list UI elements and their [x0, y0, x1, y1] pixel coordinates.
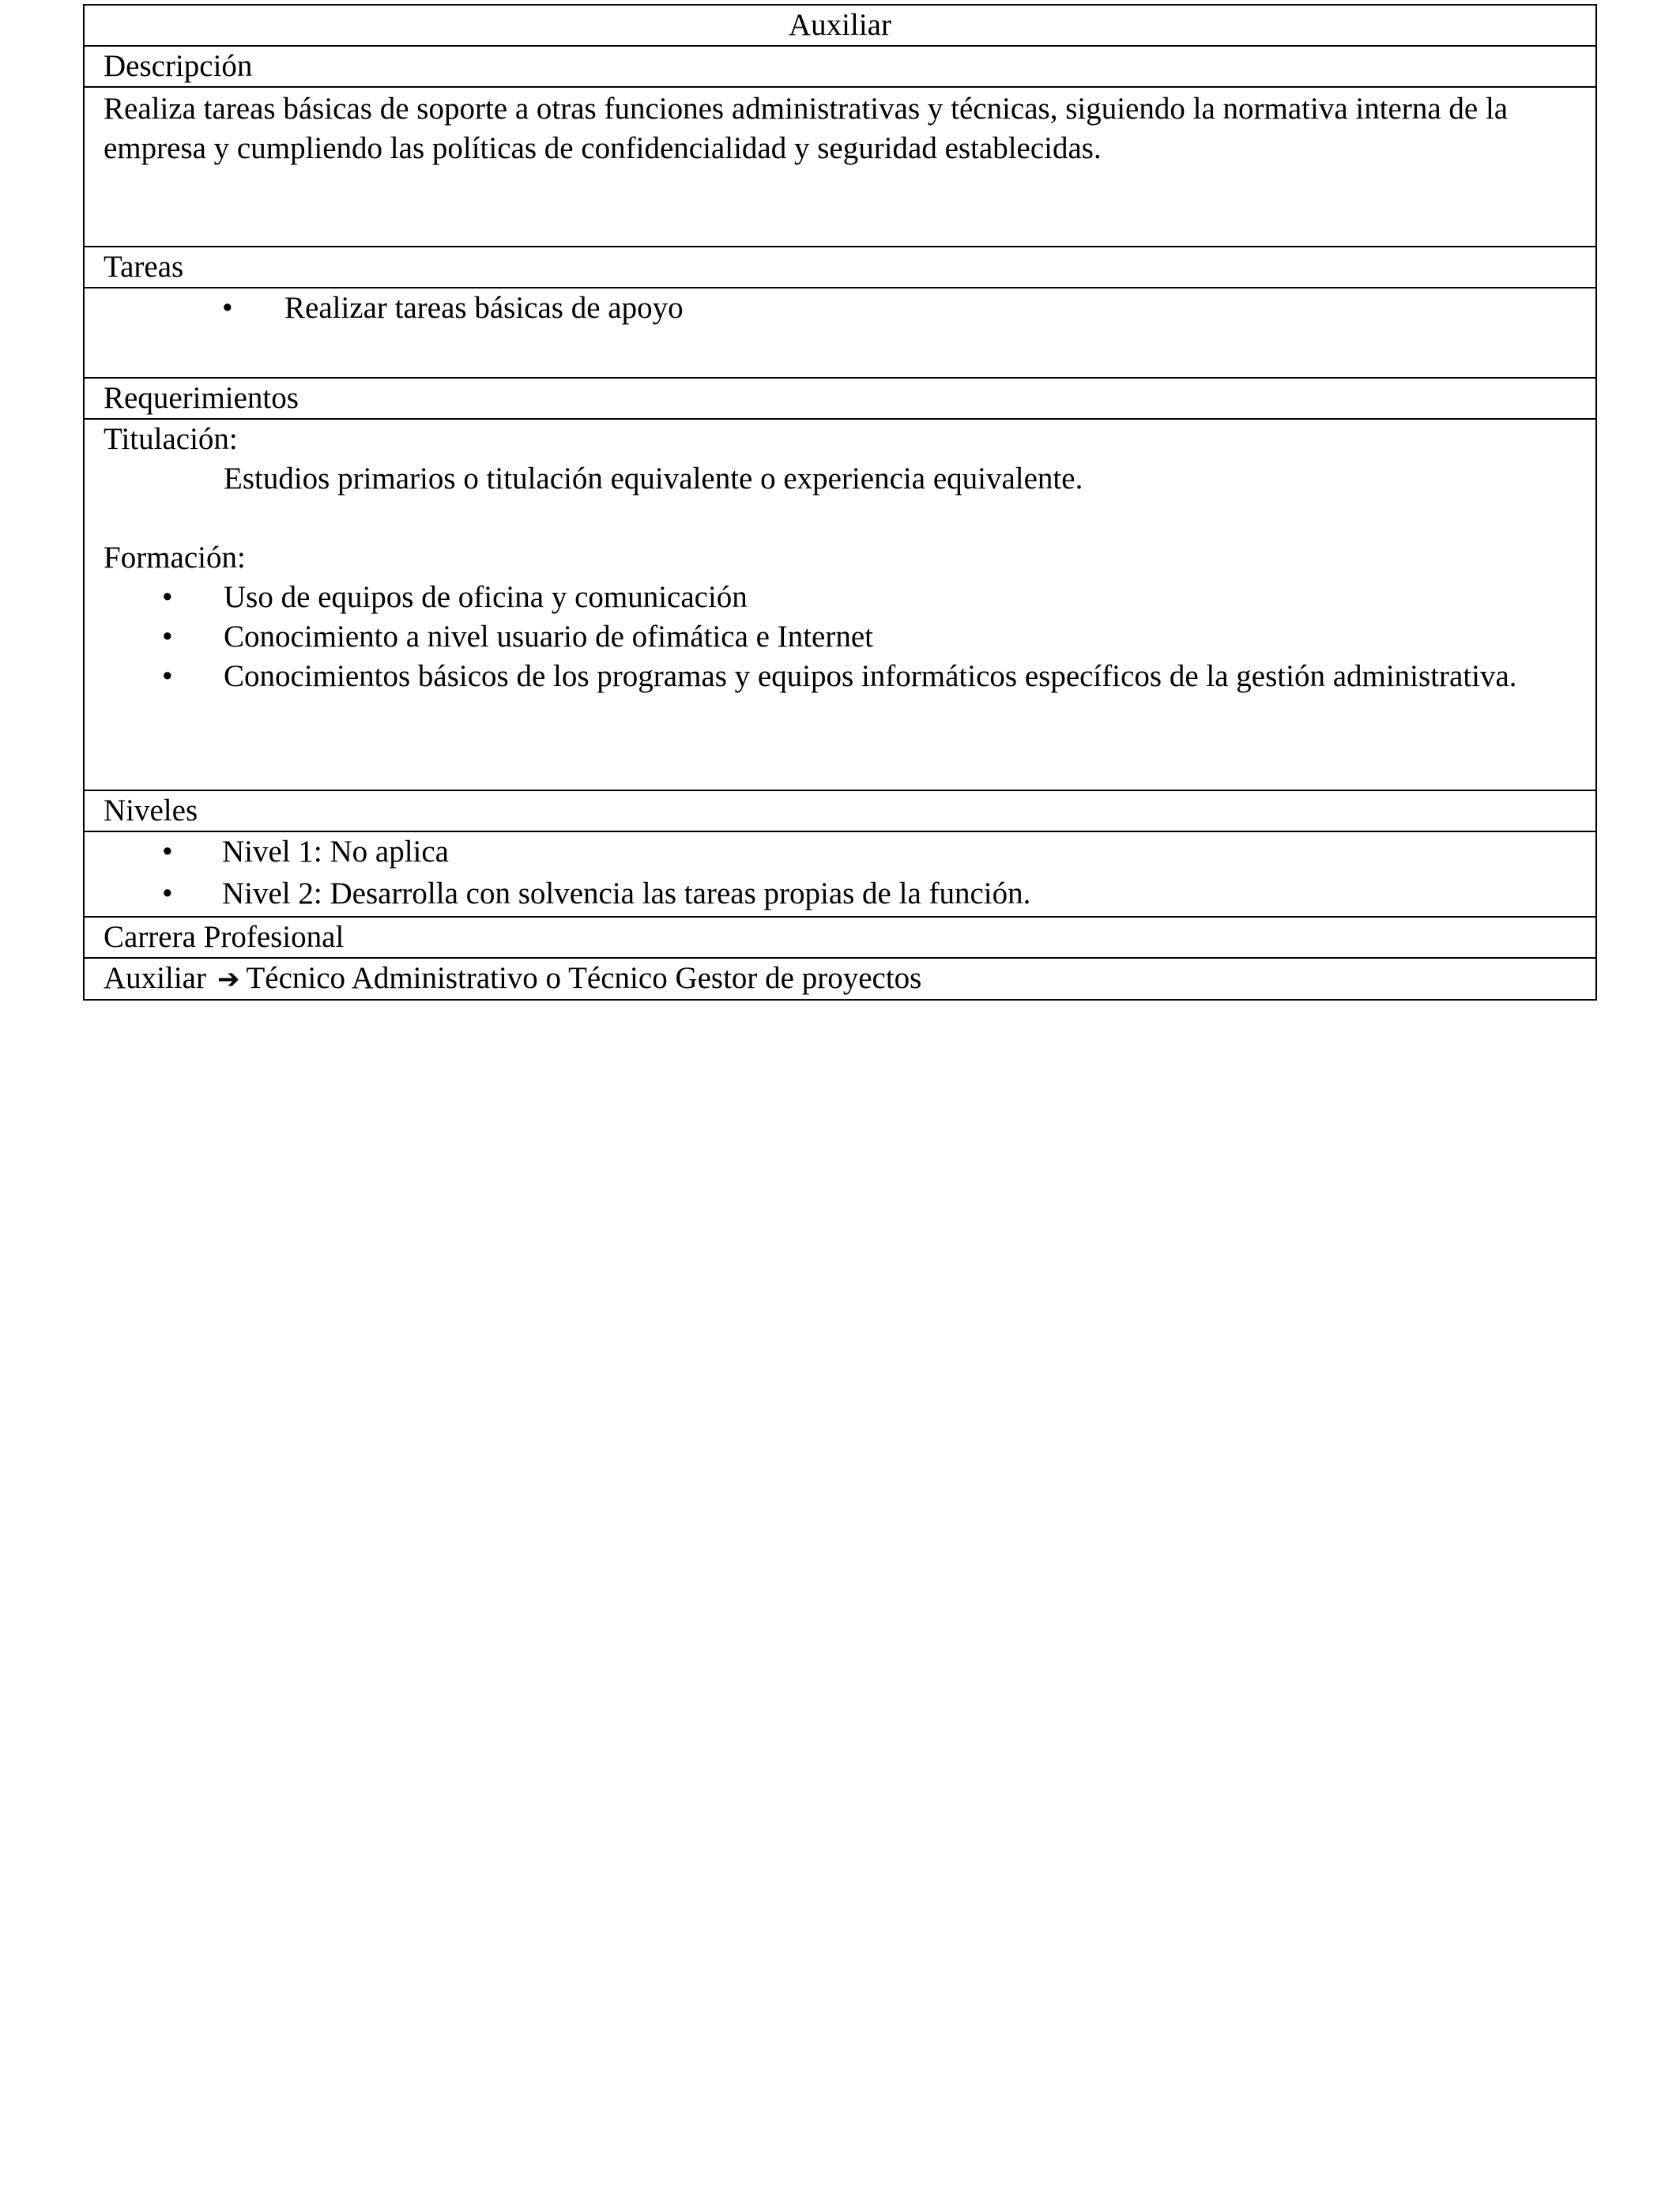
degree-text: Estudios primarios o titulación equivalente o experiencia equivalente. — [224, 462, 1083, 496]
levels-row — [84, 831, 1596, 917]
tasks-cell — [84, 288, 1596, 378]
levels-cell — [84, 831, 1596, 917]
list-item — [104, 832, 1576, 874]
training-item-text: Conocimientos básicos de los programas y equipos informáticos específicos de la gestión administrativa. — [224, 659, 1517, 693]
bullet-icon: • — [222, 291, 233, 325]
career-label: Carrera Profesional — [84, 917, 1596, 958]
tasks-row — [84, 288, 1596, 378]
level-item-text: Nivel 2: Desarrolla con solvencia las tareas propias de la función. — [222, 876, 1031, 910]
requirements-label: Requerimientos — [84, 378, 1596, 419]
training-item-text: Conocimiento a nivel usuario de ofimática e Internet — [224, 620, 873, 654]
list-item — [104, 288, 1576, 330]
description-label-row — [84, 46, 1596, 87]
requirements-row — [84, 419, 1596, 790]
tasks-label-row — [84, 247, 1596, 288]
description-text: Realiza tareas básicas de soporte a otras funciones administrativas y técnicas, siguiendo la normativa interna de la empresa y cumpliendo las políticas de confidencialidad y seguridad establecidas. — [84, 87, 1596, 247]
list-item — [104, 874, 1576, 916]
bullet-icon: • — [162, 620, 173, 654]
bullet-icon: • — [162, 659, 173, 693]
degree-label: Titulación: — [104, 422, 238, 456]
career-path — [84, 958, 1596, 1000]
career-row — [84, 958, 1596, 1000]
job-title: Auxiliar — [84, 5, 1596, 46]
bullet-icon: • — [162, 835, 173, 869]
list-item — [104, 657, 1576, 696]
spacer — [104, 499, 1576, 538]
training-item-text: Uso de equipos de oficina y comunicación — [224, 580, 748, 614]
levels-label-row — [84, 790, 1596, 831]
training-list — [104, 578, 1576, 696]
career-label-row — [84, 917, 1596, 958]
arrow-right-icon: ➔ — [217, 963, 240, 995]
levels-label: Niveles — [84, 790, 1596, 831]
requirements-label-row — [84, 378, 1596, 419]
bullet-icon: • — [162, 876, 173, 910]
level-item-text: Nivel 1: No aplica — [222, 835, 449, 869]
tasks-label: Tareas — [84, 247, 1596, 288]
task-item-text: Realizar tareas básicas de apoyo — [284, 291, 684, 325]
description-row — [84, 87, 1596, 247]
tasks-list — [104, 288, 1576, 330]
description-label: Descripción — [84, 46, 1596, 87]
training-label: Formación: — [104, 541, 246, 575]
title-row — [84, 5, 1596, 46]
bullet-icon: • — [162, 580, 173, 614]
career-from: Auxiliar — [104, 961, 206, 995]
levels-list — [104, 832, 1576, 916]
list-item — [104, 578, 1576, 617]
list-item — [104, 617, 1576, 657]
job-profile-table — [83, 4, 1597, 1001]
career-to: Técnico Administrativo o Técnico Gestor de proyectos — [246, 961, 922, 995]
requirements-cell — [84, 419, 1596, 790]
